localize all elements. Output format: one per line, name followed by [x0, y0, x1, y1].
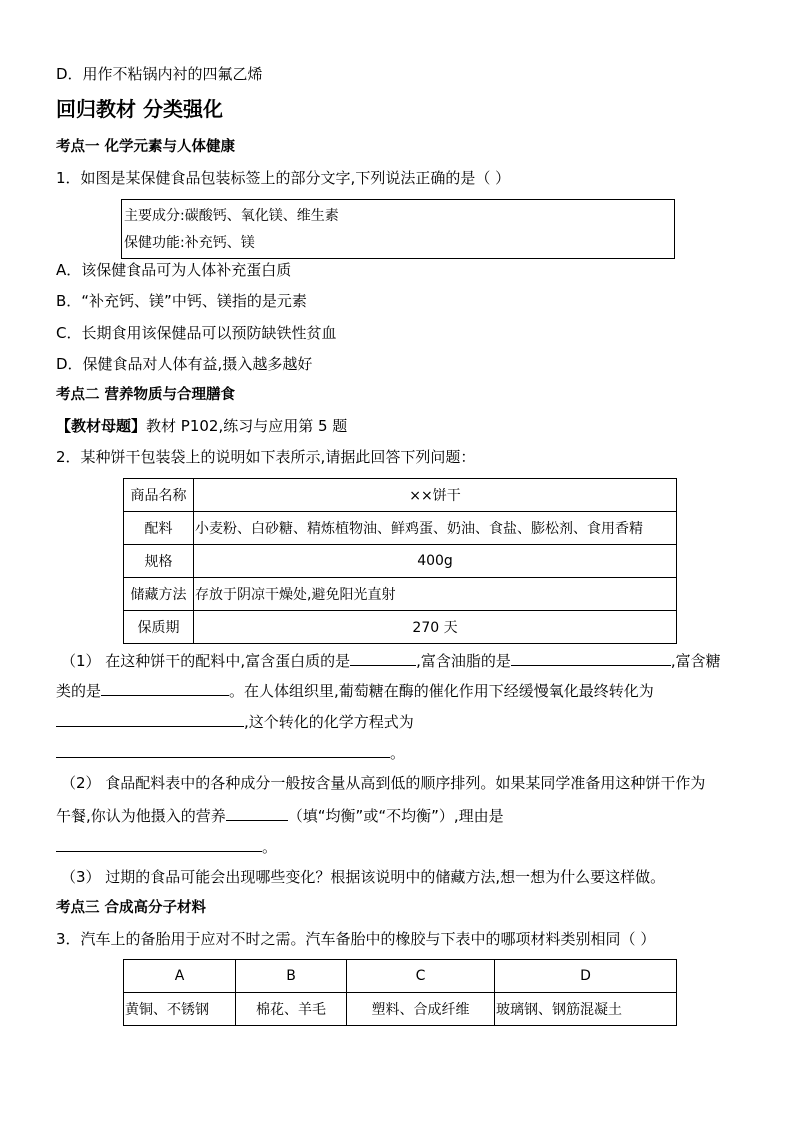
options-header-row: [124, 960, 677, 993]
question-1-stem: 1．如图是某保健食品包装标签上的部分文字,下列说法正确的是（ ）: [56, 169, 511, 187]
options-content-row: [124, 993, 677, 1026]
q1-option-b: B．“补充钙、镁”中钙、镁指的是元素: [56, 292, 307, 310]
q2-part1-line2: 类的是 。在人体组织里,葡萄糖在酶的催化作用下经缓慢氧化最终转化为: [56, 682, 654, 700]
biscuit-table-row: [124, 512, 677, 545]
q1-option-a: A．该保健食品可为人体补充蛋白质: [56, 261, 292, 279]
biscuit-table-row: [124, 611, 677, 644]
point2-heading: 考点二 营养物质与合理膳食: [56, 387, 236, 403]
answer-blank[interactable]: [101, 680, 229, 696]
q2-part1-line3: ,这个转化的化学方程式为: [56, 711, 414, 732]
option-cell: 玻璃钢、钢筋混凝土: [495, 993, 677, 1026]
row-key: 保质期: [124, 611, 194, 644]
row-value: 小麦粉、白砂糖、精炼植物油、鲜鸡蛋、奶油、食盐、膨松剂、食用香精: [194, 512, 677, 545]
answer-blank[interactable]: [511, 650, 671, 666]
label-function: 保健功能:补充钙、镁: [124, 235, 255, 251]
source-text: 教材 P102,练习与应用第 5 题: [146, 417, 348, 435]
q2-part1-line4: 。: [56, 742, 405, 763]
row-key: 储藏方法: [124, 578, 194, 611]
point1-heading: 考点一 化学元素与人体健康: [56, 139, 236, 155]
answer-blank[interactable]: [226, 805, 288, 821]
q2-part2-line2: 午餐,你认为他摄入的营养 （填“均衡”或“不均衡”）,理由是: [56, 807, 504, 825]
q2-part2-line3: 。: [56, 836, 277, 857]
option-cell: 塑料、合成纤维: [347, 993, 495, 1026]
option-header: D: [495, 960, 677, 993]
option-header: C: [347, 960, 495, 993]
row-key: 规格: [124, 545, 194, 578]
option-header: B: [236, 960, 347, 993]
row-value: 270 天: [194, 611, 677, 644]
biscuit-table-row: [124, 578, 677, 611]
section-title: 回归教材 分类强化: [56, 97, 223, 121]
question-2-stem: 2．某种饼干包装袋上的说明如下表所示,请据此回答下列问题：: [56, 448, 476, 466]
textbook-source: [56, 416, 347, 436]
option-cell: 黄铜、不锈钢: [124, 993, 236, 1026]
q2-part2-line1: （2） 食品配料表中的各种成分一般按含量从高到低的顺序排列。如果某同学准备用这种饼干作为: [61, 774, 706, 792]
supplement-label-box: [121, 199, 675, 259]
q2-part3: （3） 过期的食品可能会出现哪些变化？根据该说明中的储藏方法,想一想为什么要这样做。: [61, 868, 666, 886]
biscuit-table-row: [124, 479, 677, 512]
q1-option-d: D．保健食品对人体有益,摄入越多越好: [56, 355, 313, 373]
biscuit-info-table: [123, 478, 677, 644]
row-value: ××饼干: [194, 479, 677, 512]
q1-option-c: C．长期食用该保健品可以预防缺铁性贫血: [56, 324, 337, 342]
row-value: 存放于阴凉干燥处,避免阳光直射: [194, 578, 677, 611]
biscuit-table-row: [124, 545, 677, 578]
question-3-stem: 3．汽车上的备胎用于应对不时之需。汽车备胎中的橡胶与下表中的哪项材料类别相同（ ）: [56, 930, 656, 948]
previous-question-option-d: D．用作不粘锅内衬的四氟乙烯: [56, 65, 263, 83]
answer-blank[interactable]: [56, 836, 262, 852]
row-value: 400g: [194, 545, 677, 578]
option-header: A: [124, 960, 236, 993]
q2-part1-line1: （1） 在这种饼干的配料中,富含蛋白质的是 ,富含油脂的是 ,富含糖: [61, 652, 721, 670]
row-key: 商品名称: [124, 479, 194, 512]
option-cell: 棉花、羊毛: [236, 993, 347, 1026]
answer-blank[interactable]: [56, 711, 244, 727]
material-options-table: [123, 959, 677, 1026]
answer-blank[interactable]: [56, 742, 390, 758]
answer-blank[interactable]: [350, 650, 416, 666]
point3-heading: 考点三 合成高分子材料: [56, 900, 207, 916]
row-key: 配料: [124, 512, 194, 545]
label-ingredients: 主要成分:碳酸钙、氧化镁、维生素: [124, 208, 339, 224]
source-tag: 【教材母题】: [56, 417, 147, 435]
